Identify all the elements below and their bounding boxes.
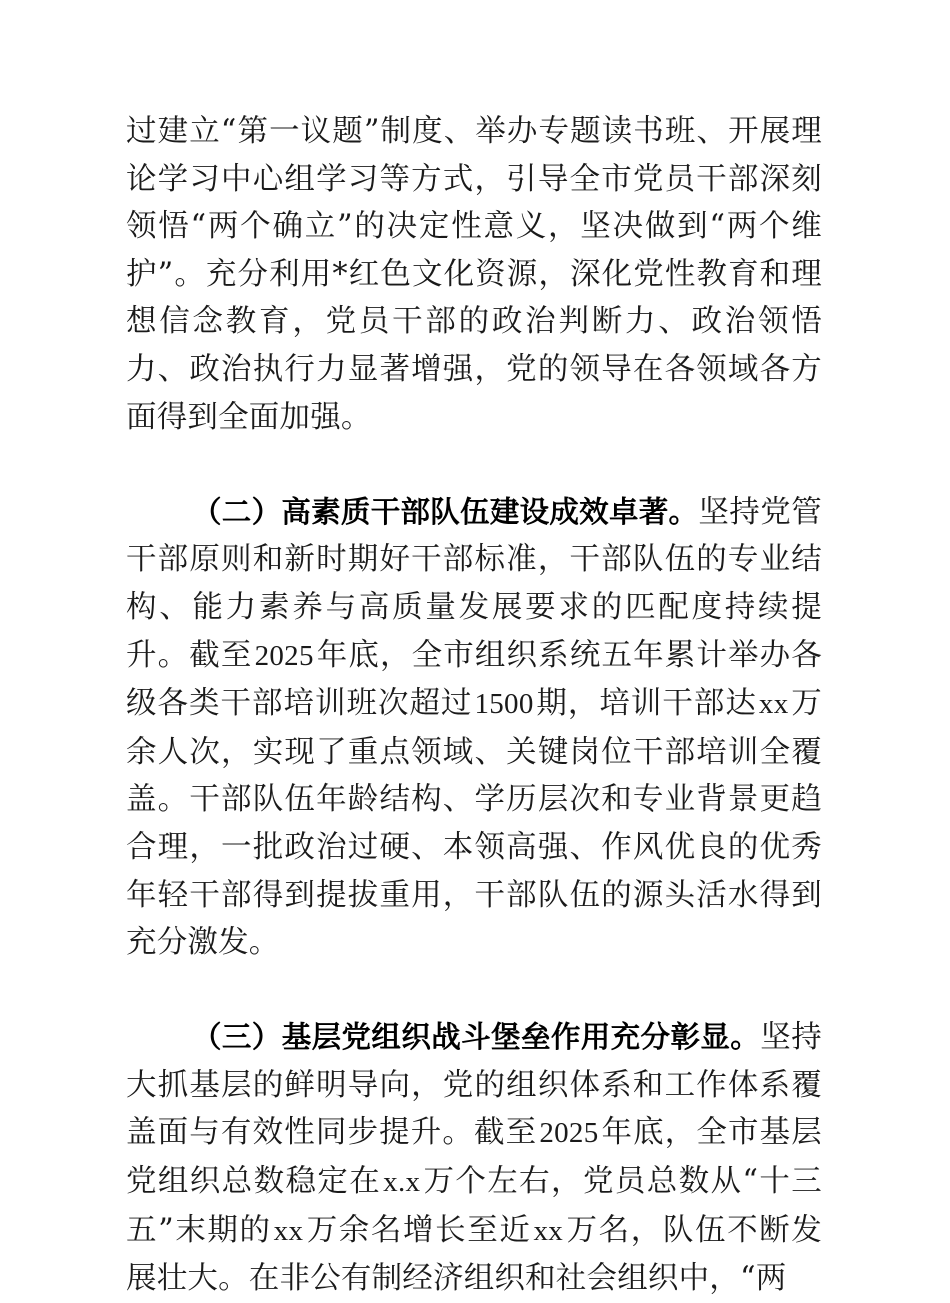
section-heading-two: （二）高素质干部队伍建设成效卓著。 bbox=[192, 494, 699, 529]
paragraph-continuation-text: 过建立“第一议题”制度、举办专题读书班、开展理论学习中心组学习等方式，引导全市党员干部深刻领悟“两个确立”的决定性意义，坚决做到“两个维护”。充分利用*红色文化资源，深化党性教育和理想信念教育，党员干部的政治判断力、政治领悟力、政治执行力显著增强，党的领导在各领域各方面得到全面加强。 bbox=[126, 114, 822, 435]
section-two-training-count: 1500 bbox=[474, 688, 534, 721]
paragraph-section-three bbox=[126, 1014, 822, 1303]
section-two-body-3: 期，培训干部达 bbox=[535, 686, 757, 722]
section-two-placeholder-1: xx bbox=[758, 688, 789, 721]
section-three-placeholder-3: xx bbox=[533, 1214, 564, 1247]
section-two-body-4: 万余人次，实现了重点领域、关键岗位干部培训全覆盖。干部队伍年龄结构、学历层次和专业背景更趋合理，一批政治过硬、本领高强、作风优良的优秀年轻干部得到提拔重用，干部队伍的源头活水得到充分激发。 bbox=[126, 686, 822, 961]
section-two-body-2: 年底，全市组织系统五年累计举办各级各类干部培训班次超过 bbox=[126, 637, 822, 722]
section-two-body-1: 坚持党管干部原则和新时期好干部标准，干部队伍的专业结构、能力素养与高质量发展要求的匹配度持续提升。截至 bbox=[126, 494, 822, 673]
paragraph-section-two bbox=[126, 489, 822, 967]
section-three-year: 2025 bbox=[539, 1117, 599, 1150]
section-heading-three: （三）基层党组织战斗堡垒作用充分彰显。 bbox=[192, 1020, 761, 1055]
section-three-body-4: 万余名增长至近 bbox=[305, 1212, 532, 1248]
paragraph-continuation bbox=[126, 108, 822, 441]
text-column bbox=[126, 108, 822, 1303]
section-three-placeholder-2: xx bbox=[273, 1214, 304, 1247]
section-three-body-3: 万个左右，党员总数从“十三五”末期的 bbox=[126, 1164, 822, 1248]
section-three-body-2: 年底，全市基层党组织总数稳定在 bbox=[126, 1115, 822, 1200]
section-two-year: 2025 bbox=[254, 639, 314, 672]
section-three-body-1: 坚持大抓基层的鲜明导向，党的组织体系和工作体系覆盖面与有效性同步提升。截至 bbox=[126, 1020, 822, 1151]
section-three-body-5: 万名，队伍不断发展壮大。在非公有制经济组织和社会组织中，“两 bbox=[126, 1212, 822, 1297]
section-three-placeholder-1: x.x bbox=[383, 1166, 421, 1199]
